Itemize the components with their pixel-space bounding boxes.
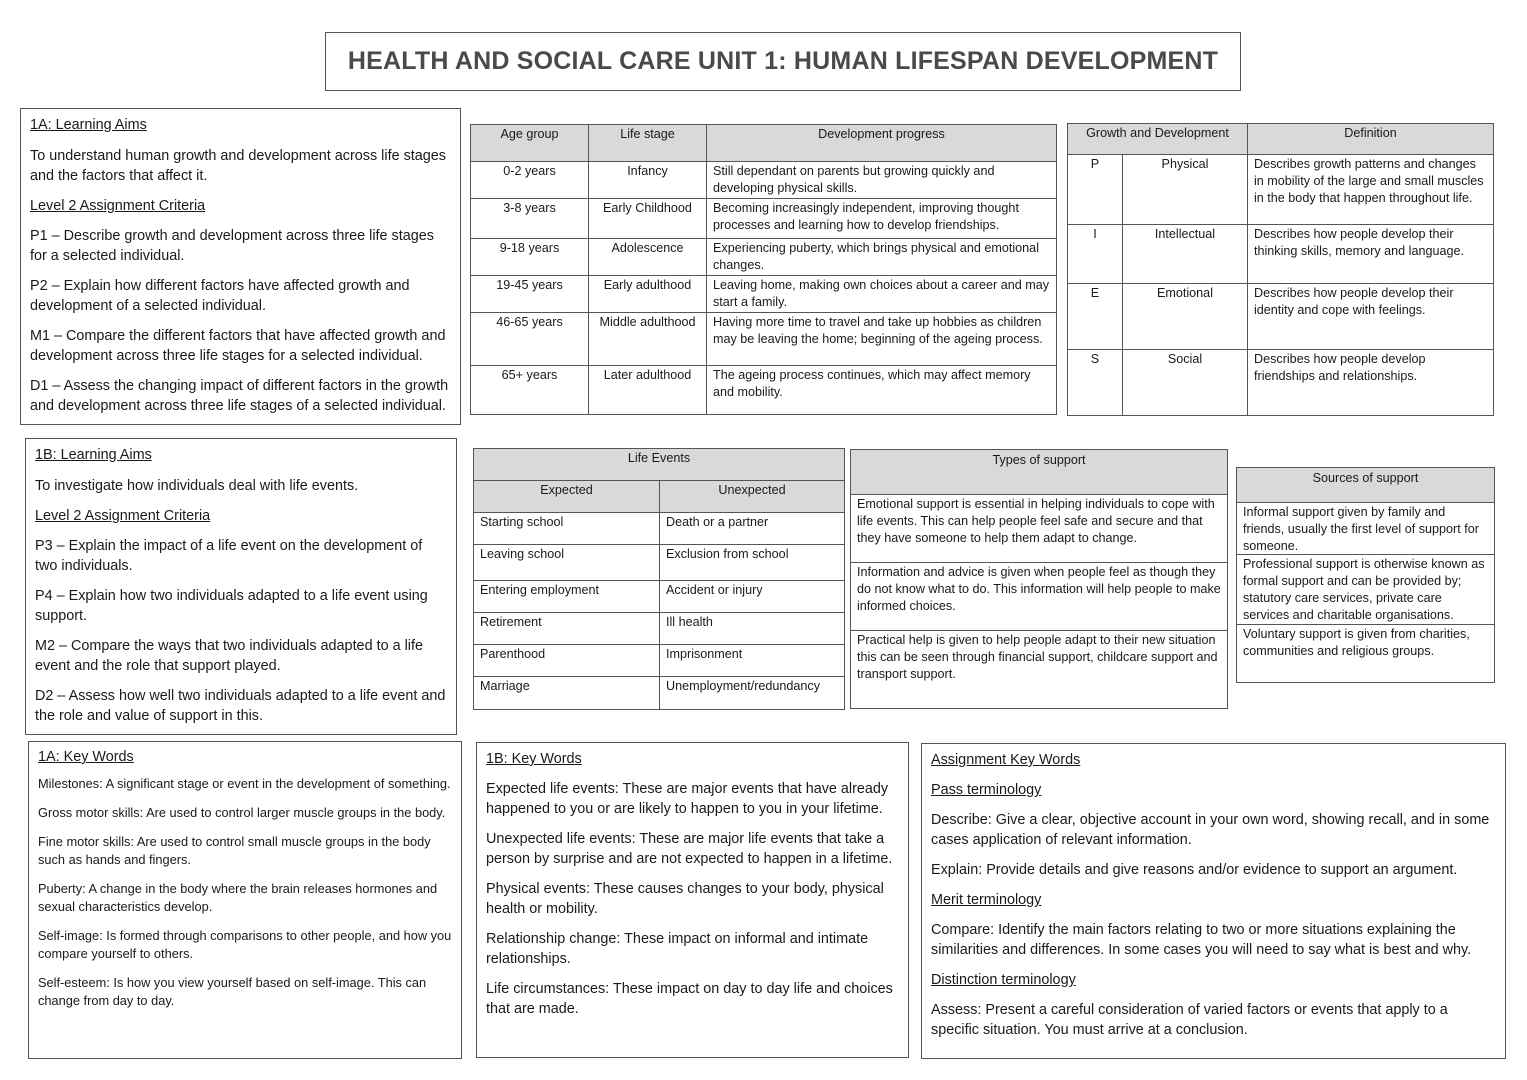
key-word-relationship-change: Relationship change: These impact on informal and intimate relationships.	[486, 931, 869, 967]
table-row	[471, 313, 1057, 366]
pies-header-definition: Definition	[1248, 124, 1494, 155]
development-progress-cell: The ageing process continues, which may affect memory and mobility.	[707, 366, 1057, 415]
pies-letter-cell: S	[1068, 350, 1123, 416]
learning-aims-1b-criteria-heading: Level 2 Assignment Criteria	[35, 508, 211, 524]
expected-event-cell: Parenthood	[474, 645, 660, 677]
life-stage-cell: Infancy	[589, 162, 707, 199]
development-progress-cell: Experiencing puberty, which brings physical and emotional changes.	[707, 239, 1057, 276]
key-word-puberty: Puberty: A change in the body where the brain releases hormones and sexual characteristics develop.	[38, 881, 438, 914]
criterion-p2: P2 – Explain how different factors have affected growth and development of a selected individual.	[30, 278, 410, 314]
life-events-title: Life Events	[474, 449, 845, 481]
table-row	[471, 239, 1057, 276]
term-describe: Describe: Give a clear, objective account in your own word, showing recall, and in some cases application of relevant information.	[931, 812, 1490, 848]
key-word-expected-events: Expected life events: These are major events that have already happened to you or are likely to happen to you in your lifetime.	[486, 781, 889, 817]
unexpected-event-cell: Ill health	[660, 613, 845, 645]
table-row	[471, 276, 1057, 313]
unexpected-event-cell: Accident or injury	[660, 581, 845, 613]
key-word-physical-events: Physical events: These causes changes to your body, physical health or mobility.	[486, 881, 884, 917]
learning-aims-1a-aim: To understand human growth and development across life stages and the factors that affect it.	[30, 148, 446, 184]
key-word-fine-motor: Fine motor skills: Are used to control small muscle groups in the body such as hands and fingers.	[38, 834, 431, 867]
pies-letter-cell: E	[1068, 284, 1123, 350]
age-group-cell: 46-65 years	[471, 313, 589, 366]
life-stages-header-age: Age group	[471, 125, 589, 162]
assignment-key-words	[921, 743, 1506, 1059]
pies-header-growth: Growth and Development	[1068, 124, 1248, 155]
support-type-information: Information and advice is given when people feel as though they do not know what to do. This information will help people to make informed choices.	[851, 563, 1227, 631]
growth-development-table	[1067, 123, 1494, 416]
unexpected-event-cell: Unemployment/redundancy	[660, 677, 845, 710]
life-stage-cell: Adolescence	[589, 239, 707, 276]
learning-aims-1b-heading: 1B: Learning Aims	[35, 447, 152, 463]
table-row	[474, 581, 845, 613]
key-word-unexpected-events: Unexpected life events: These are major life events that take a person by surprise and are not expected to happen in a lifetime.	[486, 831, 893, 867]
life-stage-cell: Middle adulthood	[589, 313, 707, 366]
life-stages-header-stage: Life stage	[589, 125, 707, 162]
criterion-p1: P1 – Describe growth and development across three life stages for a selected individual.	[30, 228, 434, 264]
pies-area-cell: Physical	[1123, 155, 1248, 225]
learning-aims-1a-criteria-heading: Level 2 Assignment Criteria	[30, 198, 206, 214]
key-word-life-circumstances: Life circumstances: These impact on day to day life and choices that are made.	[486, 981, 893, 1017]
criterion-m2: M2 – Compare the ways that two individuals adapted to a life event and the role that support played.	[35, 638, 423, 674]
support-source-voluntary: Voluntary support is given from charities, communities and religious groups.	[1243, 627, 1470, 658]
key-words-1a-heading: 1A: Key Words	[38, 749, 134, 765]
pies-letter-cell: I	[1068, 225, 1123, 284]
assignment-key-words-heading: Assignment Key Words	[931, 752, 1081, 768]
sources-of-support	[1236, 467, 1495, 683]
development-progress-cell: Still dependant on parents but growing quickly and developing physical skills.	[707, 162, 1057, 199]
pies-definition-cell: Describes how people develop their thinking skills, memory and language.	[1248, 225, 1494, 284]
pies-definition-cell: Describes how people develop their identity and cope with feelings.	[1248, 284, 1494, 350]
term-assess: Assess: Present a careful consideration of varied factors or events that apply to a specific situation. You must arrive at a conclusion.	[931, 1002, 1448, 1038]
key-words-1b	[476, 742, 909, 1058]
life-stage-cell: Later adulthood	[589, 366, 707, 415]
table-row	[474, 613, 845, 645]
unexpected-event-cell: Exclusion from school	[660, 545, 845, 581]
key-word-gross-motor: Gross motor skills: Are used to control larger muscle groups in the body.	[38, 805, 446, 820]
types-of-support-title: Types of support	[851, 450, 1227, 495]
table-row	[474, 513, 845, 545]
expected-event-cell: Starting school	[474, 513, 660, 545]
criterion-p3: P3 – Explain the impact of a life event on the development of two individuals.	[35, 538, 423, 574]
expected-event-cell: Leaving school	[474, 545, 660, 581]
pies-definition-cell: Describes growth patterns and changes in mobility of the large and small muscles in the body that happen throughout life.	[1248, 155, 1494, 225]
table-row	[474, 545, 845, 581]
pies-letter-cell: P	[1068, 155, 1123, 225]
table-row	[1068, 225, 1494, 284]
age-group-cell: 19-45 years	[471, 276, 589, 313]
unexpected-event-cell: Death or a partner	[660, 513, 845, 545]
development-progress-cell: Becoming increasingly independent, improving thought processes and learning how to develop friendships.	[707, 199, 1057, 239]
distinction-terminology-heading: Distinction terminology	[931, 972, 1076, 988]
age-group-cell: 65+ years	[471, 366, 589, 415]
support-source-informal: Informal support given by family and friends, usually the first level of support for someone.	[1237, 503, 1494, 555]
term-compare: Compare: Identify the main factors relating to two or more situations explaining the similarities and differences. In some cases you will need to say what is best and why.	[931, 922, 1472, 958]
criterion-m1: M1 – Compare the different factors that have affected growth and development across three life stages for a selected individual.	[30, 328, 446, 364]
key-word-self-image: Self-image: Is formed through comparisons to other people, and how you compare yourself to others.	[38, 928, 452, 961]
pies-definition-cell: Describes how people develop friendships and relationships.	[1248, 350, 1494, 416]
age-group-cell: 3-8 years	[471, 199, 589, 239]
merit-terminology-heading: Merit terminology	[931, 892, 1042, 908]
life-stages-table	[470, 124, 1057, 415]
age-group-cell: 0-2 years	[471, 162, 589, 199]
table-row	[474, 645, 845, 677]
page-title-box	[325, 32, 1241, 91]
key-words-1b-heading: 1B: Key Words	[486, 751, 582, 767]
life-events-table	[473, 448, 845, 710]
expected-event-cell: Marriage	[474, 677, 660, 710]
expected-event-cell: Entering employment	[474, 581, 660, 613]
pass-terminology-heading: Pass terminology	[931, 782, 1042, 798]
life-stage-cell: Early adulthood	[589, 276, 707, 313]
key-word-milestones: Milestones: A significant stage or event in the development of something.	[38, 776, 451, 791]
table-row	[1068, 155, 1494, 225]
learning-aims-1a	[20, 108, 461, 425]
table-row	[1068, 350, 1494, 416]
life-stage-cell: Early Childhood	[589, 199, 707, 239]
types-of-support	[850, 449, 1228, 709]
unexpected-event-cell: Imprisonment	[660, 645, 845, 677]
learning-aims-1b-aim: To investigate how individuals deal with life events.	[35, 478, 359, 494]
life-events-header-unexpected: Unexpected	[660, 481, 845, 513]
criterion-d2: D2 – Assess how well two individuals adapted to a life event and the role and value of support in this.	[35, 688, 446, 724]
table-row	[474, 677, 845, 710]
page-title: HEALTH AND SOCIAL CARE UNIT 1: HUMAN LIFESPAN DEVELOPMENT	[347, 47, 1219, 75]
pies-area-cell: Social	[1123, 350, 1248, 416]
term-explain: Explain: Provide details and give reasons and/or evidence to support an argument.	[931, 862, 1458, 878]
support-type-practical: Practical help is given to help people adapt to their new situation this can be seen through financial support, childcare support and transport support.	[857, 633, 1218, 681]
table-row	[1068, 284, 1494, 350]
life-events-header-expected: Expected	[474, 481, 660, 513]
key-words-1a	[28, 741, 462, 1059]
development-progress-cell: Leaving home, making own choices about a career and may start a family.	[707, 276, 1057, 313]
sources-of-support-title: Sources of support	[1237, 468, 1494, 503]
key-word-self-esteem: Self-esteem: Is how you view yourself based on self-image. This can change from day to day.	[38, 975, 427, 1008]
support-source-professional: Professional support is otherwise known as formal support and can be provided by; statutory care services, private care services and charitable organisations.	[1237, 555, 1494, 625]
learning-aims-1b	[25, 438, 457, 735]
table-row	[471, 199, 1057, 239]
pies-area-cell: Intellectual	[1123, 225, 1248, 284]
pies-area-cell: Emotional	[1123, 284, 1248, 350]
table-row	[471, 162, 1057, 199]
criterion-p4: P4 – Explain how two individuals adapted to a life event using support.	[35, 588, 428, 624]
support-type-emotional: Emotional support is essential in helping individuals to cope with life events. This can help people feel safe and secure and that they have someone to help them adapt to change.	[851, 495, 1227, 563]
learning-aims-1a-heading: 1A: Learning Aims	[30, 117, 147, 133]
criterion-d1: D1 – Assess the changing impact of different factors in the growth and development across three life stages of a selected individual.	[30, 378, 449, 414]
table-row	[471, 366, 1057, 415]
age-group-cell: 9-18 years	[471, 239, 589, 276]
expected-event-cell: Retirement	[474, 613, 660, 645]
life-stages-header-progress: Development progress	[707, 125, 1057, 162]
development-progress-cell: Having more time to travel and take up hobbies as children may be leaving the home; beginning of the ageing process.	[707, 313, 1057, 366]
